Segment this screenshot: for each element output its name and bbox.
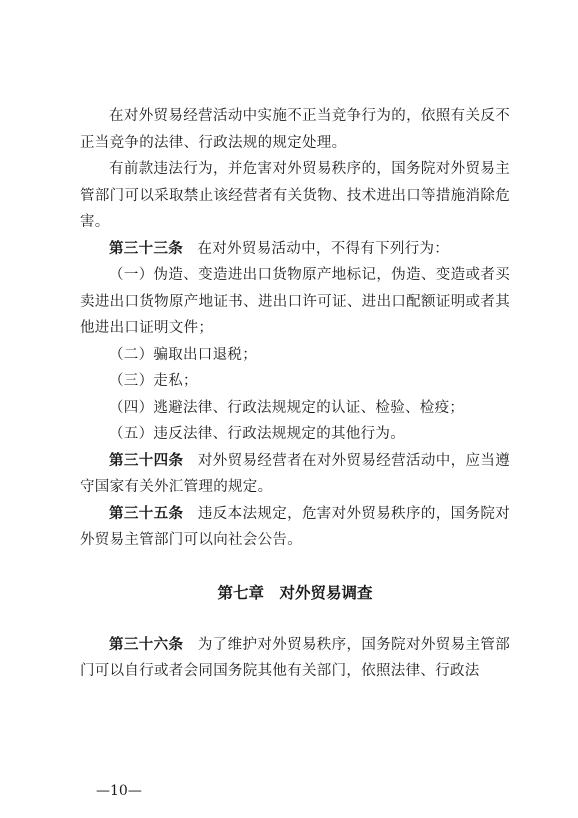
paragraph-text: 违反本法规定，危害对外贸易秩序的，国务院对外贸易主管部门可以向社会公告。 <box>80 505 510 548</box>
paragraph <box>80 632 510 685</box>
paragraph-text: （五）违反法律、行政法规规定的其他行为。 <box>109 426 405 442</box>
paragraph <box>80 395 510 422</box>
paragraphs-after-chapter <box>80 632 510 685</box>
document-body <box>80 103 510 685</box>
paragraph <box>80 448 510 501</box>
paragraph-text: 在对外贸易活动中，不得有下列行为： <box>197 240 450 257</box>
paragraph-text: （三）走私； <box>109 373 198 389</box>
paragraph <box>80 501 510 554</box>
paragraph <box>80 236 510 263</box>
paragraph-text: （四）逃避法律、行政法规规定的认证、检验、检疫； <box>109 399 465 416</box>
paragraph <box>80 156 510 236</box>
article-number: 第三十六条 <box>109 636 184 653</box>
article-number: 第三十四条 <box>109 452 184 469</box>
paragraph-text: （一）伪造、变造进出口货物原产地标记，伪造、变造或者买卖进出口货物原产地证书、进出口许可证、进出口配额证明或者其他进出口证明文件； <box>80 267 510 336</box>
paragraph <box>80 368 510 395</box>
paragraph-text: （二）骗取出口退税； <box>109 346 257 363</box>
paragraph <box>80 103 510 156</box>
paragraph-text: 在对外贸易经营活动中实施不正当竞争行为的，依照有关反不正当竞争的法律、行政法规的规定处理。 <box>80 108 510 151</box>
paragraph-text: 对外贸易经营者在对外贸易经营活动中，应当遵守国家有关外汇管理的规定。 <box>80 452 510 495</box>
article-number: 第三十三条 <box>109 240 183 257</box>
paragraphs-before-chapter <box>80 103 510 554</box>
paragraph <box>80 262 510 342</box>
article-number: 第三十五条 <box>109 505 184 522</box>
paragraph-text: 有前款违法行为，并危害对外贸易秩序的，国务院对外贸易主管部门可以采取禁止该经营者有关货物、技术进出口等措施消除危害。 <box>80 161 510 230</box>
chapter-heading: 第七章 对外贸易调查 <box>217 583 373 602</box>
paragraph-text: 为了维护对外贸易秩序，国务院对外贸易主管部门可以自行或者会同国务院其他有关部门，依照法律、行政法 <box>80 636 510 679</box>
paragraph <box>80 421 510 448</box>
paragraph <box>80 342 510 369</box>
page-number: —10— <box>96 783 142 799</box>
